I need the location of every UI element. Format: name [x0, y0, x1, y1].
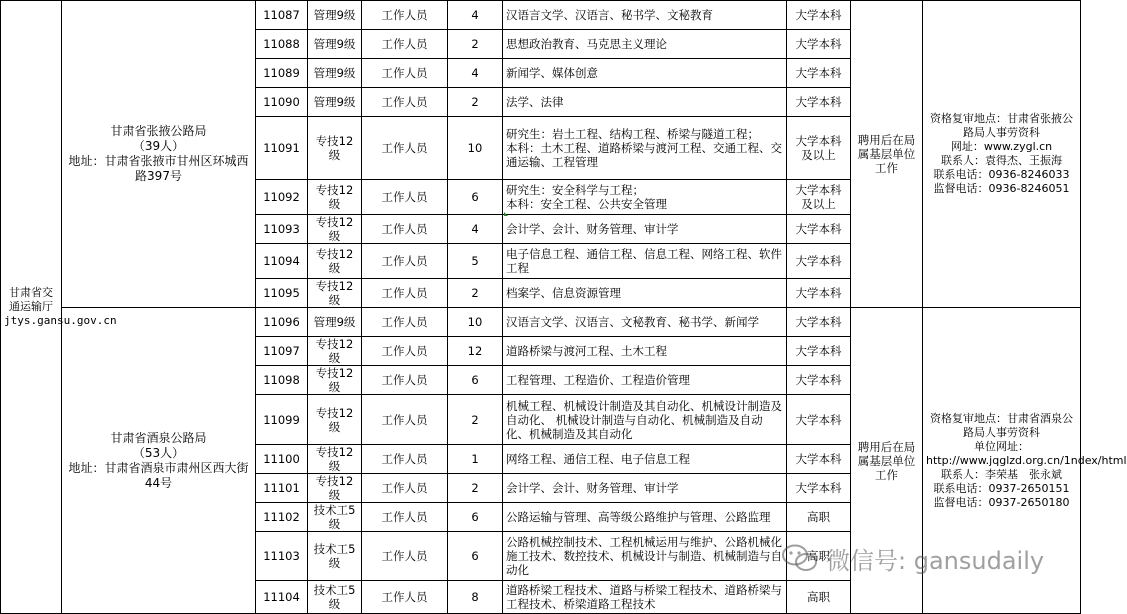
watermark-text: 微信号: gansudaily: [826, 546, 1045, 575]
education-cell: 大学本科: [787, 445, 851, 474]
count-cell: 2: [448, 395, 503, 445]
note-cell: 聘用后在局属基层单位工作: [851, 308, 923, 614]
major-cell: 研究生：安全科学与工程； 本科：安全工程、公共安全管理: [503, 180, 787, 215]
count-cell: 2: [448, 30, 503, 59]
education-cell: 大学本科: [787, 308, 851, 337]
count-cell: 12: [448, 337, 503, 366]
education-cell: 大学本科: [787, 395, 851, 445]
type-cell: 工作人员: [362, 581, 448, 614]
major-cell: 道路桥梁工程技术、道路与桥梁工程技术、道路桥梁与工程技术、桥梁道路工程技术: [503, 581, 787, 614]
education-cell: 大学本科: [787, 279, 851, 308]
type-cell: 工作人员: [362, 337, 448, 366]
level-cell: 专技12级: [308, 395, 362, 445]
code-cell: 11096: [256, 308, 308, 337]
education-cell: 大学本科: [787, 337, 851, 366]
type-cell: 工作人员: [362, 30, 448, 59]
education-cell: 大学本科及以上: [787, 117, 851, 180]
count-cell: 4: [448, 215, 503, 244]
level-cell: 管理9级: [308, 30, 362, 59]
count-cell: 6: [448, 366, 503, 395]
major-cell: 会计学、会计、财务管理、审计学: [503, 474, 787, 503]
type-cell: 工作人员: [362, 59, 448, 88]
type-cell: 工作人员: [362, 503, 448, 532]
code-cell: 11098: [256, 366, 308, 395]
education-cell: 大学本科: [787, 59, 851, 88]
major-cell: 电子信息工程、通信工程、信息工程、网络工程、软件工程: [503, 244, 787, 279]
count-cell: 4: [448, 1, 503, 30]
count-cell: 6: [448, 532, 503, 581]
count-cell: 6: [448, 180, 503, 215]
code-cell: 11090: [256, 88, 308, 117]
type-cell: 工作人员: [362, 395, 448, 445]
education-cell: 高职: [787, 581, 851, 614]
major-cell: 公路机械控制技术、工程机械运用与维护、公路机械化施工技术、数控技术、机械设计与制造、机械制造与自动化: [503, 532, 787, 581]
level-cell: 管理9级: [308, 88, 362, 117]
major-cell: 法学、法律: [503, 88, 787, 117]
education-cell: 大学本科: [787, 244, 851, 279]
code-cell: 11092: [256, 180, 308, 215]
level-cell: 管理9级: [308, 1, 362, 30]
level-cell: 专技12级: [308, 117, 362, 180]
count-cell: 8: [448, 581, 503, 614]
education-cell: 大学本科: [787, 1, 851, 30]
education-cell: 高职: [787, 503, 851, 532]
contact-cell: 资格复审地点：甘肃省张掖公路局人事劳资科 网址：www.zygl.cn 联系人：袁得杰、王振海 联系电话：0936-8246033 监督电话：0936-8246051: [923, 1, 1081, 308]
table-row: [1, 1, 1081, 30]
education-cell: 大学本科及以上: [787, 180, 851, 215]
level-cell: 技术工5级: [308, 532, 362, 581]
type-cell: 工作人员: [362, 88, 448, 117]
org-cell: 甘肃省张掖公路局 （39人） 地址：甘肃省张掖市甘州区环城西路397号: [62, 1, 256, 308]
education-cell: 高职: [787, 532, 851, 581]
level-cell: 专技12级: [308, 337, 362, 366]
major-cell: 道路桥梁与渡河工程、土木工程: [503, 337, 787, 366]
type-cell: 工作人员: [362, 474, 448, 503]
count-cell: 6: [448, 503, 503, 532]
code-cell: 11095: [256, 279, 308, 308]
count-cell: 2: [448, 88, 503, 117]
code-cell: 11104: [256, 581, 308, 614]
education-cell: 大学本科: [787, 474, 851, 503]
level-cell: 技术工5级: [308, 503, 362, 532]
type-cell: 工作人员: [362, 366, 448, 395]
major-cell: 会计学、会计、财务管理、审计学: [503, 215, 787, 244]
major-cell: 思想政治教育、马克思主义理论: [503, 30, 787, 59]
count-cell: 1: [448, 445, 503, 474]
code-cell: 11089: [256, 59, 308, 88]
level-cell: 专技12级: [308, 474, 362, 503]
code-cell: 11091: [256, 117, 308, 180]
major-cell: 研究生：岩土工程、结构工程、桥梁与隧道工程； 本科：土木工程、道路桥梁与渡河工程、交通工程、交通运输、工程管理: [503, 117, 787, 180]
level-cell: 专技12级: [308, 366, 362, 395]
type-cell: 工作人员: [362, 308, 448, 337]
count-cell: 4: [448, 59, 503, 88]
education-cell: 大学本科: [787, 88, 851, 117]
note-cell: 聘用后在局属基层单位工作: [851, 1, 923, 308]
code-cell: 11099: [256, 395, 308, 445]
education-cell: 大学本科: [787, 215, 851, 244]
level-cell: 技术工5级: [308, 581, 362, 614]
type-cell: 工作人员: [362, 244, 448, 279]
code-cell: 11101: [256, 474, 308, 503]
level-cell: 管理9级: [308, 308, 362, 337]
level-cell: 专技12级: [308, 244, 362, 279]
count-cell: 5: [448, 244, 503, 279]
type-cell: 工作人员: [362, 532, 448, 581]
major-cell: 档案学、信息资源管理: [503, 279, 787, 308]
education-cell: 大学本科: [787, 366, 851, 395]
type-cell: 工作人员: [362, 117, 448, 180]
count-cell: 2: [448, 279, 503, 308]
cell-comment-marker: [504, 212, 508, 216]
code-cell: 11102: [256, 503, 308, 532]
level-cell: 专技12级: [308, 180, 362, 215]
count-cell: 2: [448, 474, 503, 503]
count-cell: 10: [448, 308, 503, 337]
level-cell: 专技12级: [308, 215, 362, 244]
code-cell: 11094: [256, 244, 308, 279]
code-cell: 11087: [256, 1, 308, 30]
type-cell: 工作人员: [362, 215, 448, 244]
type-cell: 工作人员: [362, 445, 448, 474]
code-cell: 11100: [256, 445, 308, 474]
major-cell: 工程管理、工程造价、工程造价管理: [503, 366, 787, 395]
org-cell: 甘肃省酒泉公路局 （53人） 地址：甘肃省酒泉市肃州区西大街44号: [62, 308, 256, 614]
department-cell: 甘肃省交通运输厅jtys.gansu.gov.cn: [1, 1, 62, 614]
code-cell: 11088: [256, 30, 308, 59]
code-cell: 11103: [256, 532, 308, 581]
major-cell: 网络工程、通信工程、电子信息工程: [503, 445, 787, 474]
contact-cell: 资格复审地点：甘肃省酒泉公路局人事劳资科 单位网址： http://www.jqglzd.org.cn/1ndex/html 联系人：李荣基 张永斌 联系电话：0937-2650151 监督电话：0937-2650180: [923, 308, 1081, 614]
type-cell: 工作人员: [362, 1, 448, 30]
level-cell: 专技12级: [308, 445, 362, 474]
major-cell: 新闻学、媒体创意: [503, 59, 787, 88]
type-cell: 工作人员: [362, 279, 448, 308]
major-cell: 汉语言文学、汉语言、秘书学、文秘教育: [503, 1, 787, 30]
table-row: [1, 308, 1081, 337]
type-cell: 工作人员: [362, 180, 448, 215]
count-cell: 10: [448, 117, 503, 180]
code-cell: 11097: [256, 337, 308, 366]
level-cell: 专技12级: [308, 279, 362, 308]
education-cell: 大学本科: [787, 30, 851, 59]
level-cell: 管理9级: [308, 59, 362, 88]
major-cell: 汉语言文学、汉语言、文秘教育、秘书学、新闻学: [503, 308, 787, 337]
major-cell: 公路运输与管理、高等级公路维护与管理、公路监理: [503, 503, 787, 532]
major-cell: 机械工程、机械设计制造及其自动化、机械设计制造及自动化、 机械设计制造与自动化、机械制造及自动化、机械制造及其自动化: [503, 395, 787, 445]
code-cell: 11093: [256, 215, 308, 244]
